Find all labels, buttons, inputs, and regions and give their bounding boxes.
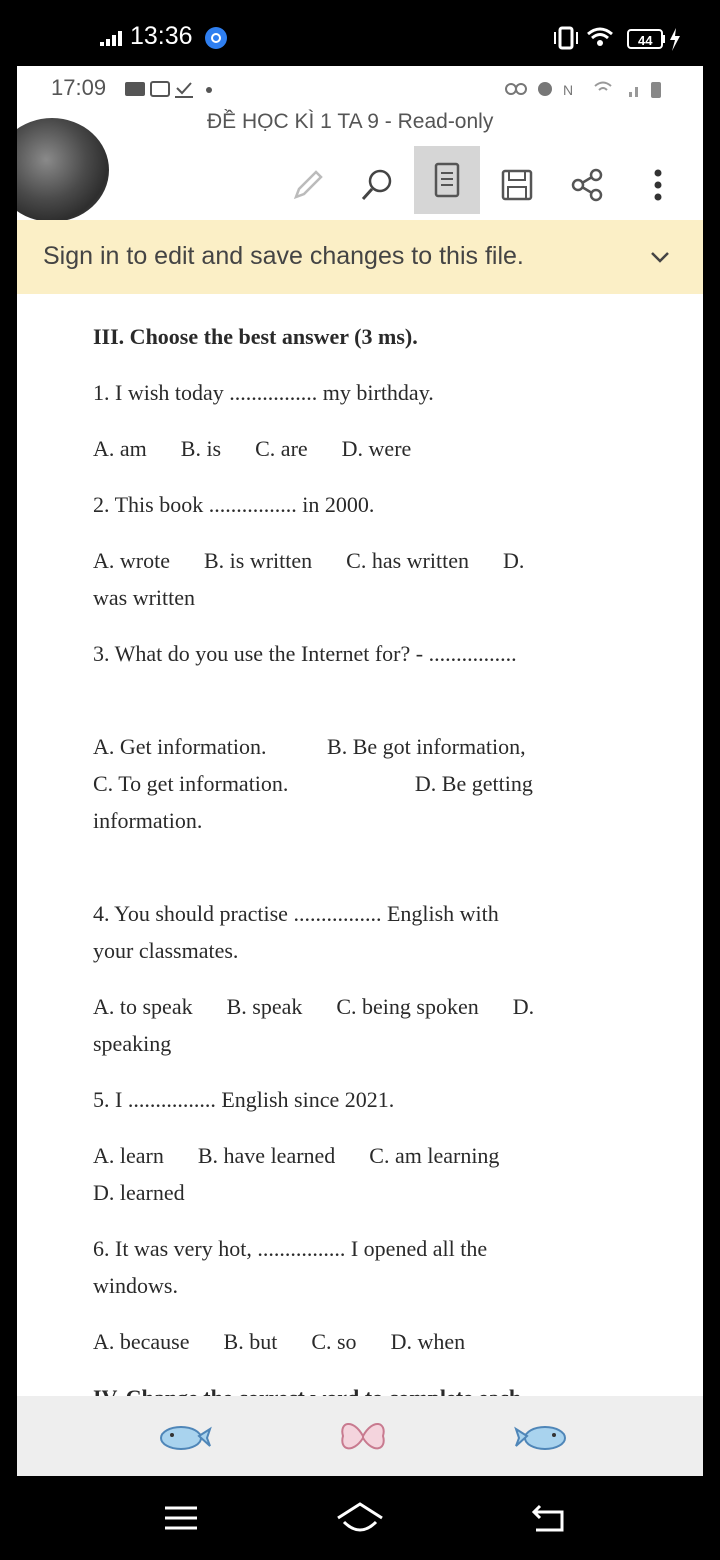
save-icon: [499, 167, 535, 203]
option: C. has written: [346, 548, 469, 573]
option: B. but: [223, 1329, 278, 1354]
edit-button[interactable]: [281, 158, 335, 212]
save-button[interactable]: [490, 158, 544, 212]
options-line: A. Get information. B. Be got information,: [93, 734, 526, 759]
option: A. to speak: [93, 994, 193, 1019]
option: A. learn: [93, 1143, 164, 1168]
phone-clock: 13:36: [130, 22, 193, 50]
back-icon[interactable]: [528, 1500, 568, 1536]
question-6-options: [93, 1323, 653, 1360]
navigation-bar: [0, 1476, 720, 1560]
inner-status-icons: [505, 78, 675, 100]
option: B. is written: [203, 548, 313, 573]
reading-view-icon: [433, 161, 461, 199]
option: A. because: [93, 1329, 190, 1354]
sign-in-banner[interactable]: [17, 220, 703, 294]
butterfly-icon[interactable]: [337, 1416, 389, 1456]
option: C. so: [311, 1329, 357, 1354]
document-title: ĐỀ HỌC KÌ 1 TA 9 - Read-only: [207, 110, 494, 133]
home-icon[interactable]: [334, 1500, 386, 1536]
question-4: [93, 895, 653, 969]
hotspot-icon: [204, 26, 228, 50]
account-avatar[interactable]: [17, 118, 109, 222]
question-4-options: [93, 988, 653, 1062]
search-button[interactable]: [350, 158, 404, 212]
option: C. being spoken: [336, 994, 479, 1019]
option: C. am learning: [369, 1143, 500, 1168]
question-2: 2. This book ................ in 2000.: [93, 492, 375, 517]
phone-status-bar: [0, 0, 720, 66]
bottom-sticker-bar: [17, 1396, 703, 1476]
svg-text:44: 44: [638, 33, 653, 48]
option: B. have learned: [197, 1143, 336, 1168]
recent-apps-icon[interactable]: [162, 1500, 200, 1536]
option: D.: [502, 548, 525, 573]
option: D. were: [341, 436, 412, 461]
question-text: 6. It was very hot, ................ I opened all the: [93, 1236, 488, 1261]
options-line: C. To get information. D. Be getting: [93, 771, 533, 796]
inner-clock: 17:09: [51, 75, 107, 100]
option: B. is: [180, 436, 222, 461]
option: D.: [512, 994, 535, 1019]
question-5: 5. I ................ English since 2021.: [93, 1087, 395, 1112]
option: A. wrote: [93, 548, 170, 573]
question-3-options: [93, 691, 653, 876]
question-3: 3. What do you use the Internet for? - ................: [93, 641, 517, 666]
question-continuation: windows.: [93, 1273, 178, 1298]
more-options-button[interactable]: [631, 158, 685, 212]
option: D. learned: [93, 1180, 185, 1205]
options-line: information.: [93, 808, 203, 833]
question-text: 4. You should practise ................ English with: [93, 901, 499, 926]
option: D. when: [390, 1329, 466, 1354]
sign-in-banner-text: Sign in to edit and save changes to this file.: [43, 242, 524, 270]
question-continuation: your classmates.: [93, 938, 239, 963]
question-1-options: [93, 430, 653, 467]
inner-status-bar: [17, 66, 703, 110]
share-icon: [569, 167, 605, 203]
section-3-heading: III. Choose the best answer (3 ms).: [93, 324, 418, 349]
option: C. are: [255, 436, 308, 461]
phone-status-icons: [552, 24, 692, 54]
share-button[interactable]: [560, 158, 614, 212]
question-5-options: [93, 1137, 653, 1211]
whale-left-icon[interactable]: [157, 1416, 213, 1456]
more-icon: [652, 167, 664, 203]
svg-text:N: N: [563, 82, 574, 98]
search-icon: [358, 166, 396, 204]
question-1: 1. I wish today ................ my birthday.: [93, 380, 434, 405]
document-content: [93, 318, 653, 1472]
chevron-down-icon[interactable]: [649, 246, 671, 268]
option-continuation: was written: [93, 585, 196, 610]
option: A. am: [93, 436, 147, 461]
question-6: [93, 1230, 653, 1304]
document-viewer: [17, 66, 703, 1476]
question-2-options: [93, 542, 653, 616]
option: B. speak: [226, 994, 303, 1019]
reading-view-button[interactable]: [414, 146, 480, 214]
signal-icon: [100, 30, 126, 46]
whale-right-icon[interactable]: [513, 1416, 569, 1456]
notification-icons: [125, 78, 245, 100]
option-continuation: speaking: [93, 1031, 172, 1056]
pencil-icon: [290, 167, 326, 203]
